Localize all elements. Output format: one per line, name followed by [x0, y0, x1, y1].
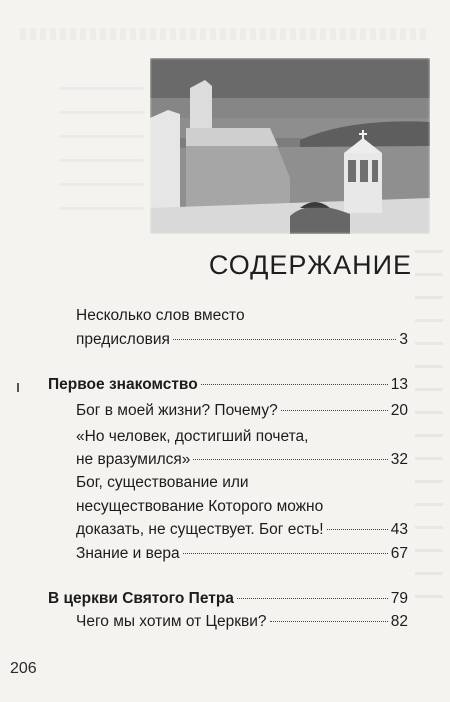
page-number: 32	[390, 451, 408, 468]
section-title: В церкви Святого Петра	[48, 590, 234, 607]
toc-heading: СОДЕРЖАНИЕ	[208, 250, 412, 280]
entry-title: Бог в моей жизни? Почему?	[76, 402, 278, 419]
page-number: 3	[399, 331, 408, 348]
page-number: 20	[390, 402, 408, 419]
entry-text: Несколько слов вместо	[76, 307, 245, 324]
toc-entry-preface[interactable]	[76, 329, 408, 350]
entry-text: несуществование Которого можно	[76, 498, 324, 515]
page-number: 13	[390, 376, 408, 393]
toc-entry-preface-line1	[76, 305, 245, 326]
dot-leader	[327, 529, 388, 530]
dot-leader	[183, 553, 388, 554]
entry-title: доказать, не существует. Бог есть!	[76, 521, 324, 538]
entry-title: предисловия	[76, 331, 170, 348]
entry-title: Чего мы хотим от Церкви?	[76, 613, 267, 630]
margin-mark	[17, 383, 19, 392]
toc-entry-honor[interactable]	[76, 449, 408, 470]
entry-text: «Но человек, достигший почета,	[76, 428, 309, 445]
dot-leader	[237, 598, 388, 599]
toc-entry-existence-line1	[76, 472, 249, 493]
page-number: 67	[390, 545, 408, 562]
toc-entry-what-we-want[interactable]	[76, 611, 408, 632]
dot-leader	[281, 410, 388, 411]
section-title: Первое знакомство	[48, 376, 198, 393]
toc-entry-honor-line1	[76, 426, 308, 447]
toc-entry-god-in-my-life[interactable]	[76, 400, 408, 421]
page-number: 79	[390, 590, 408, 607]
toc-section-first-acquaintance[interactable]	[48, 374, 408, 395]
dot-leader	[193, 459, 387, 460]
entry-title: Знание и вера	[76, 545, 180, 562]
entry-text: Бог, существование или	[76, 474, 249, 491]
entry-title: не вразумился»	[76, 451, 191, 468]
dot-leader	[201, 384, 388, 385]
page-number: 82	[390, 613, 408, 630]
toc-entry-existence[interactable]	[76, 519, 408, 540]
toc-entry-knowledge-and-faith[interactable]	[76, 543, 408, 564]
dot-leader	[173, 339, 397, 340]
page-folio: 206	[10, 660, 37, 677]
page-number: 43	[390, 521, 408, 538]
dot-leader	[270, 621, 388, 622]
toc-entry-existence-line2	[76, 496, 323, 517]
toc-section-st-peter[interactable]	[48, 588, 408, 609]
